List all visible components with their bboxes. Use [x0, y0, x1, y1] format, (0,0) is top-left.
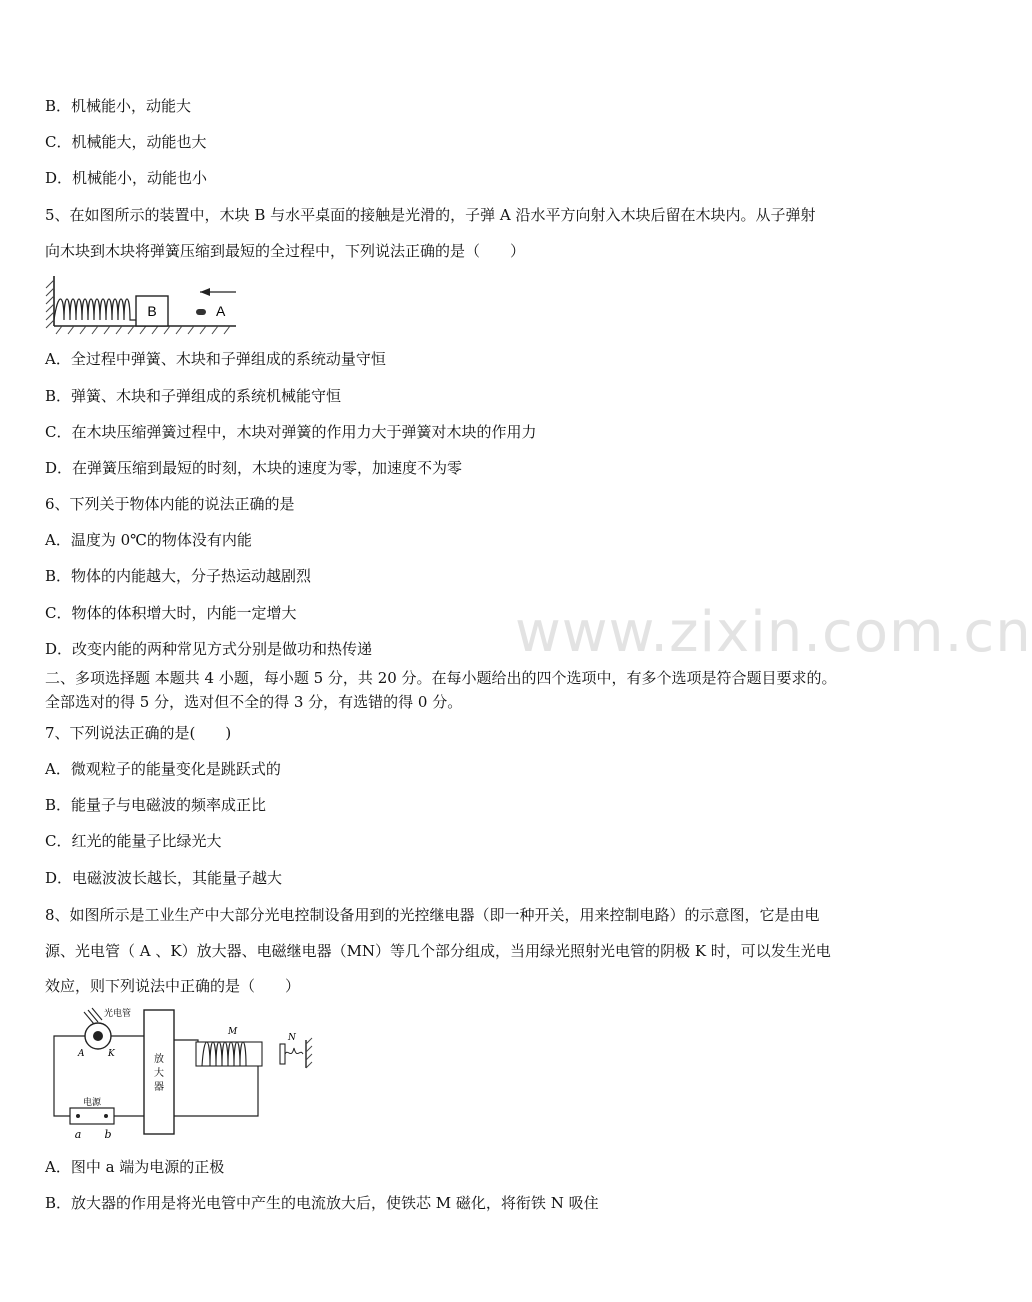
photo-relay-circuit-figure — [48, 1004, 328, 1144]
option-4d: D．机械能小，动能也小 — [45, 169, 208, 187]
svg-text:大: 大 — [154, 1068, 164, 1079]
question-7: 7、下列说法正确的是( ) — [45, 724, 232, 742]
option-4c: C．机械能大，动能也大 — [45, 133, 207, 151]
question-8-line1: 8、如图所示是工业生产中大部分光电控制设备用到的光控继电器（即一种开关，用来控制电路）的示意图，它是由电 — [45, 906, 820, 924]
svg-text:N: N — [288, 1033, 296, 1043]
option-8a: A．图中 a 端为电源的正极 — [45, 1158, 225, 1176]
option-5a: A．全过程中弹簧、木块和子弹组成的系统动量守恒 — [45, 350, 386, 368]
option-7d: D．电磁波波长越长，其能量子越大 — [45, 869, 283, 887]
question-5-line2: 向木块到木块将弹簧压缩到最短的全过程中，下列说法正确的是（ ） — [45, 242, 526, 260]
svg-text:放: 放 — [154, 1054, 164, 1065]
watermark: www.zixin.com.cn — [515, 600, 1032, 665]
svg-text:电源: 电源 — [82, 1098, 102, 1108]
option-6c: C．物体的体积增大时，内能一定增大 — [45, 604, 297, 622]
svg-text:b: b — [104, 1128, 112, 1141]
spring-block-figure — [40, 272, 240, 340]
option-6b: B．物体的内能越大，分子热运动越剧烈 — [45, 567, 312, 585]
svg-text:M: M — [228, 1027, 238, 1037]
option-7a: A．微观粒子的能量变化是跳跃式的 — [45, 760, 281, 778]
bullet-a — [196, 309, 206, 315]
option-6a: A．温度为 0℃的物体没有内能 — [45, 531, 252, 549]
svg-text:器: 器 — [154, 1082, 164, 1093]
option-5d: D．在弹簧压缩到最短的时刻，木块的速度为零，加速度不为零 — [45, 459, 463, 477]
option-7c: C．红光的能量子比绿光大 — [45, 832, 222, 850]
option-7b: B．能量子与电磁波的频率成正比 — [45, 796, 267, 814]
svg-text:A: A — [78, 1049, 85, 1059]
left-arrow-icon — [200, 288, 210, 296]
block-b-label: B — [147, 303, 157, 319]
option-8b: B．放大器的作用是将光电管中产生的电流放大后，使铁芯 M 磁化，将衔铁 N 吸住 — [45, 1194, 599, 1212]
section-2-heading-line2: 全部选对的得 5 分，选对但不全的得 3 分，有选错的得 0 分。 — [45, 693, 463, 711]
question-6: 6、下列关于物体内能的说法正确的是 — [45, 495, 295, 513]
section-2-heading-line1: 二、多项选择题 本题共 4 小题，每小题 5 分，共 20 分。在每小题给出的四个选项中，有多个选项是符合题目要求的。 — [45, 669, 837, 687]
option-5b: B．弹簧、木块和子弹组成的系统机械能守恒 — [45, 387, 342, 405]
option-5c: C．在木块压缩弹簧过程中，木块对弹簧的作用力大于弹簧对木块的作用力 — [45, 423, 537, 441]
svg-text:K: K — [108, 1049, 115, 1059]
option-6d: D．改变内能的两种常见方式分别是做功和热传递 — [45, 640, 373, 658]
question-8-line2: 源、光电管（ A 、K）放大器、电磁继电器（MN）等几个部分组成，当用绿光照射光电管的阴极 K 时，可以发生光电 — [45, 942, 831, 960]
svg-text:a: a — [74, 1128, 82, 1141]
option-4b: B．机械能小，动能大 — [45, 97, 192, 115]
spring — [54, 299, 136, 320]
phototube-label: 光电管 — [104, 1009, 132, 1019]
question-5-line1: 5、在如图所示的装置中，木块 B 与水平桌面的接触是光滑的，子弹 A 沿水平方向射入木块后留在木块内。从子弹射 — [45, 206, 816, 224]
armature-n — [280, 1044, 285, 1064]
bullet-a-label: A — [216, 303, 226, 319]
question-8-line3: 效应，则下列说法中正确的是（ ） — [45, 977, 301, 995]
